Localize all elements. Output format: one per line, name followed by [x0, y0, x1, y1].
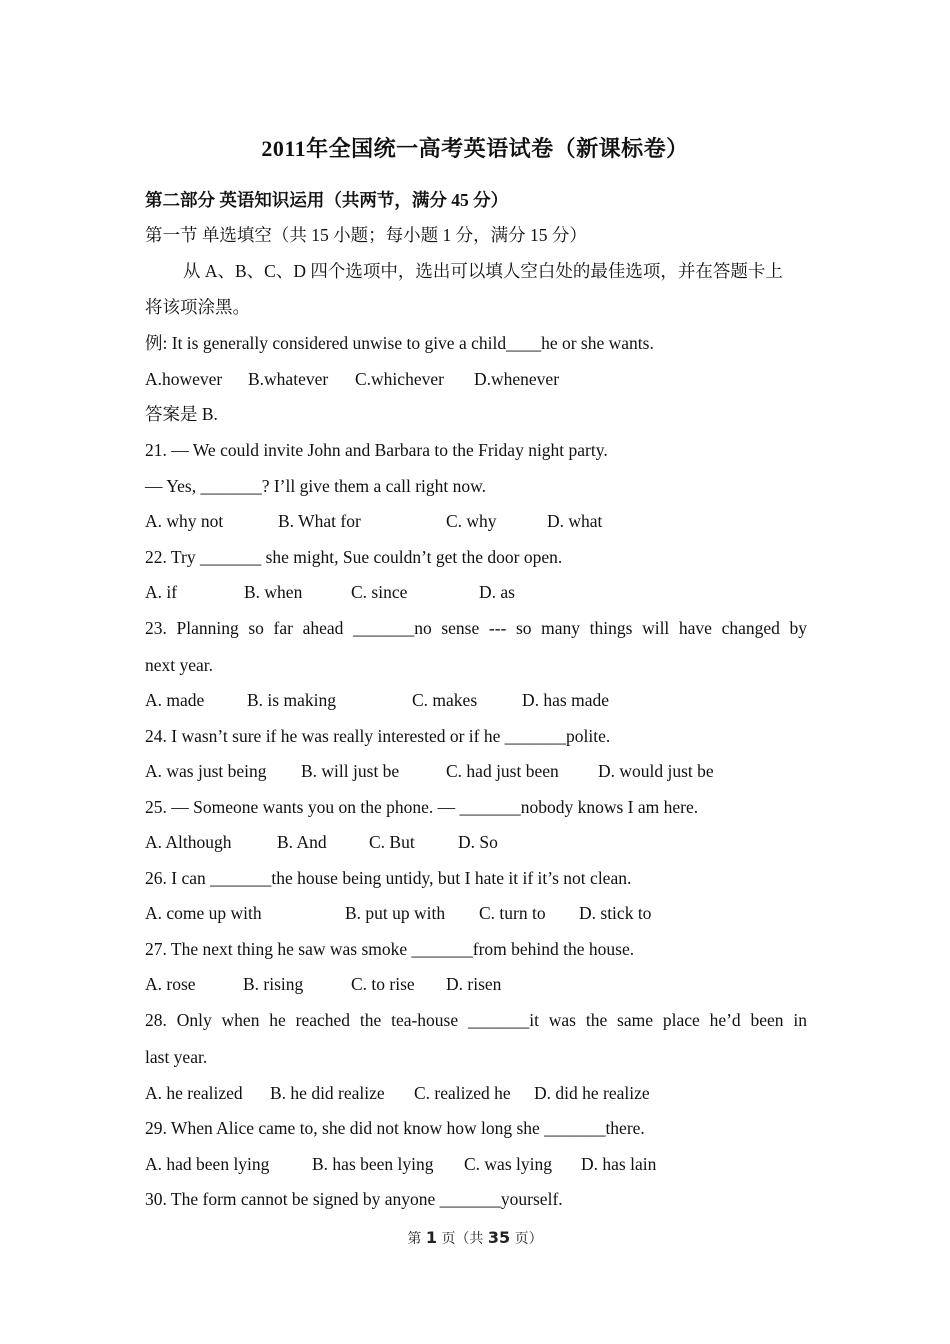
instructions-line-1: 从 A、B、C、D 四个选项中，选出可以填人空白处的最佳选项，并在答题卡上 [183, 261, 783, 281]
footer-total-pages: 35 [487, 1228, 511, 1247]
option-d: D. has lain [581, 1154, 657, 1174]
option-d: D. would just be [598, 761, 714, 781]
question-25: 25. — Someone wants you on the phone. — _______nobody knows I am here. [145, 797, 699, 817]
question-22: 22. Try _______ she might, Sue couldn’t get the door open. [145, 547, 563, 567]
option-a: A. why not [145, 511, 224, 531]
question-27: 27. The next thing he saw was smoke _______from behind the house. [145, 939, 635, 959]
question-21-line-2: — Yes, _______? I’ll give them a call right now. [145, 476, 487, 496]
option-b: B. when [244, 582, 303, 602]
example-option-c: C.whichever [355, 369, 444, 389]
option-a: A. was just being [145, 761, 267, 781]
option-a: A. rose [145, 974, 196, 994]
example-question: 例: It is generally considered unwise to give a child____he or she wants. [145, 333, 654, 353]
option-d: D. stick to [579, 903, 652, 923]
question-28-line-2: last year. [145, 1047, 208, 1067]
question-28-line-1: 28. Only when he reached the tea-house _______it was the same place he’d been in [145, 1010, 807, 1030]
option-c: C. since [351, 582, 408, 602]
option-c: C. But [369, 832, 415, 852]
option-c: C. had just been [446, 761, 559, 781]
option-c: C. turn to [479, 903, 546, 923]
option-a: A. he realized [145, 1083, 243, 1103]
option-d: D. did he realize [534, 1083, 650, 1103]
example-option-d: D.whenever [474, 369, 560, 389]
option-b: B. has been lying [312, 1154, 434, 1174]
document-title: 2011年全国统一高考英语试卷（新课标卷） [261, 136, 689, 161]
option-b: B. What for [278, 511, 361, 531]
option-a: A. come up with [145, 903, 262, 923]
question-29-options [145, 1152, 807, 1176]
option-d: D. So [458, 832, 498, 852]
option-a: A. Although [145, 832, 232, 852]
option-b: B. will just be [301, 761, 400, 781]
option-d: D. what [547, 511, 603, 531]
question-27-options [145, 972, 807, 996]
question-21-options [145, 509, 807, 533]
section-heading: 第二部分 英语知识运用（共两节，满分 45 分） [145, 190, 509, 210]
option-c: C. to rise [351, 974, 415, 994]
page-footer [0, 1228, 950, 1248]
question-29: 29. When Alice came to, she did not know how long she _______there. [145, 1118, 645, 1138]
example-answer: 答案是 B. [145, 404, 218, 424]
question-28-options [145, 1081, 807, 1105]
example-option-a: A.however [145, 369, 223, 389]
instructions-line-2: 将该项涂黑。 [145, 297, 250, 317]
question-26-options [145, 901, 807, 925]
question-22-options [145, 580, 807, 604]
option-c: C. why [446, 511, 497, 531]
option-c: C. was lying [464, 1154, 552, 1174]
subsection-heading: 第一节 单选填空（共 15 小题；每小题 1 分，满分 15 分） [145, 225, 587, 245]
question-21-line-1: 21. — We could invite John and Barbara to the Friday night party. [145, 440, 608, 460]
footer-suffix: 页） [514, 1231, 543, 1247]
question-23-line-2: next year. [145, 655, 214, 675]
option-c: C. makes [412, 690, 478, 710]
question-24: 24. I wasn’t sure if he was really interested or if he _______polite. [145, 726, 611, 746]
option-b: B. is making [247, 690, 336, 710]
option-d: D. risen [446, 974, 502, 994]
option-b: B. he did realize [270, 1083, 385, 1103]
footer-prefix: 第 [407, 1231, 422, 1247]
footer-page-number: 1 [425, 1228, 437, 1247]
footer-middle: 页（共 [441, 1231, 484, 1247]
option-b: B. put up with [345, 903, 446, 923]
question-24-options [145, 759, 807, 783]
question-25-options [145, 830, 807, 854]
question-26: 26. I can _______the house being untidy, but I hate it if it’s not clean. [145, 868, 632, 888]
option-d: D. has made [522, 690, 609, 710]
option-b: B. And [277, 832, 327, 852]
question-23-line-1: 23. Planning so far ahead _______no sense --- so many things will have changed by [145, 618, 807, 638]
option-a: A. if [145, 582, 178, 602]
example-option-b: B.whatever [248, 369, 329, 389]
option-a: A. had been lying [145, 1154, 270, 1174]
option-b: B. rising [243, 974, 304, 994]
option-c: C. realized he [414, 1083, 511, 1103]
option-a: A. made [145, 690, 205, 710]
option-d: D. as [479, 582, 515, 602]
example-options [145, 367, 807, 391]
question-30: 30. The form cannot be signed by anyone _______yourself. [145, 1189, 563, 1209]
question-23-options [145, 688, 807, 712]
